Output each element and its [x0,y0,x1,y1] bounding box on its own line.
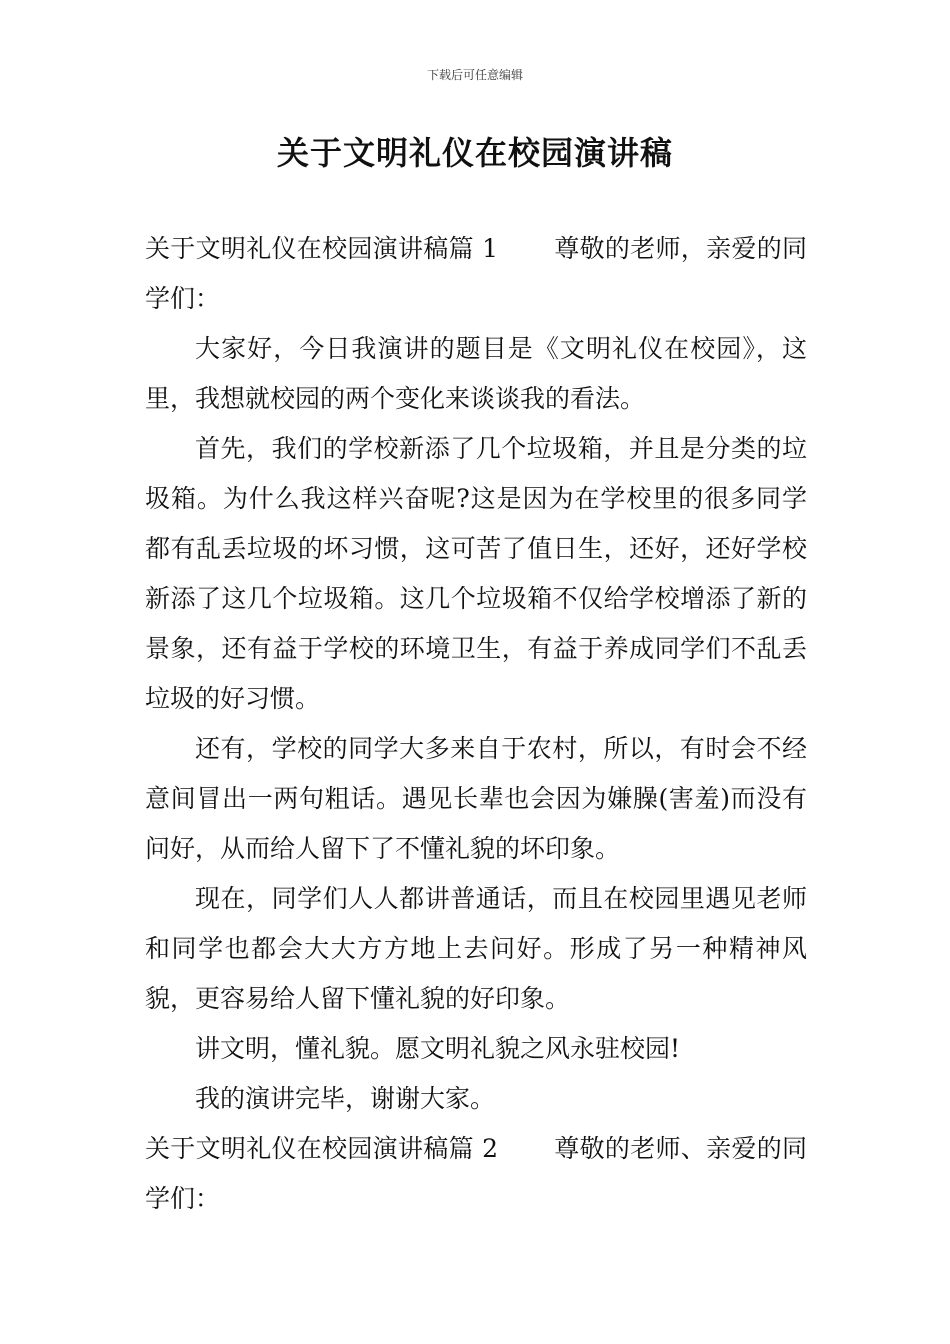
salutation: 尊敬的老师，亲爱的同学们： [145,234,807,313]
section-title: 关于文明礼仪在校园演讲稿篇 1 [145,234,499,263]
paragraph: 现在，同学们人人都讲普通话，而且在校园里遇见老师和同学也都会大大方方地上去问好。形成了另一种精神风貌，更容易给人留下懂礼貌的好印象。 [145,884,807,1013]
paragraph: 我的演讲完毕，谢谢大家。 [195,1084,496,1113]
paragraph: 大家好，今日我演讲的题目是《文明礼仪在校园》，这里，我想就校园的两个变化来谈谈我的看法。 [145,334,807,413]
paragraph: 还有，学校的同学大多来自于农村，所以，有时会不经意间冒出一两句粗话。遇见长辈也会因为嫌臊(害羞)而没有问好，从而给人留下了不懂礼貌的坏印象。 [145,734,807,863]
paragraph: 讲文明，懂礼貌。愿文明礼貌之风永驻校园! [195,1034,681,1063]
header-note: 下载后可任意编辑 [426,68,523,82]
document-body [145,224,807,1224]
salutation: 尊敬的老师、亲爱的同学们： [145,1134,807,1213]
paragraph: 首先，我们的学校新添了几个垃圾箱，并且是分类的垃圾箱。为什么我这样兴奋呢?这是因为在学校里的很多同学都有乱丢垃圾的坏习惯，这可苦了值日生，还好，还好学校新添了这几个垃圾箱。这几个垃圾箱不仅给学校增添了新的景象，还有益于学校的环境卫生，有益于养成同学们不乱丢垃圾的好习惯。 [145,434,807,713]
section-title: 关于文明礼仪在校园演讲稿篇 2 [145,1134,499,1163]
section-heading-1 [145,224,807,324]
section-heading-2 [145,1124,807,1224]
document-title: 关于文明礼仪在校园演讲稿 [276,134,673,172]
